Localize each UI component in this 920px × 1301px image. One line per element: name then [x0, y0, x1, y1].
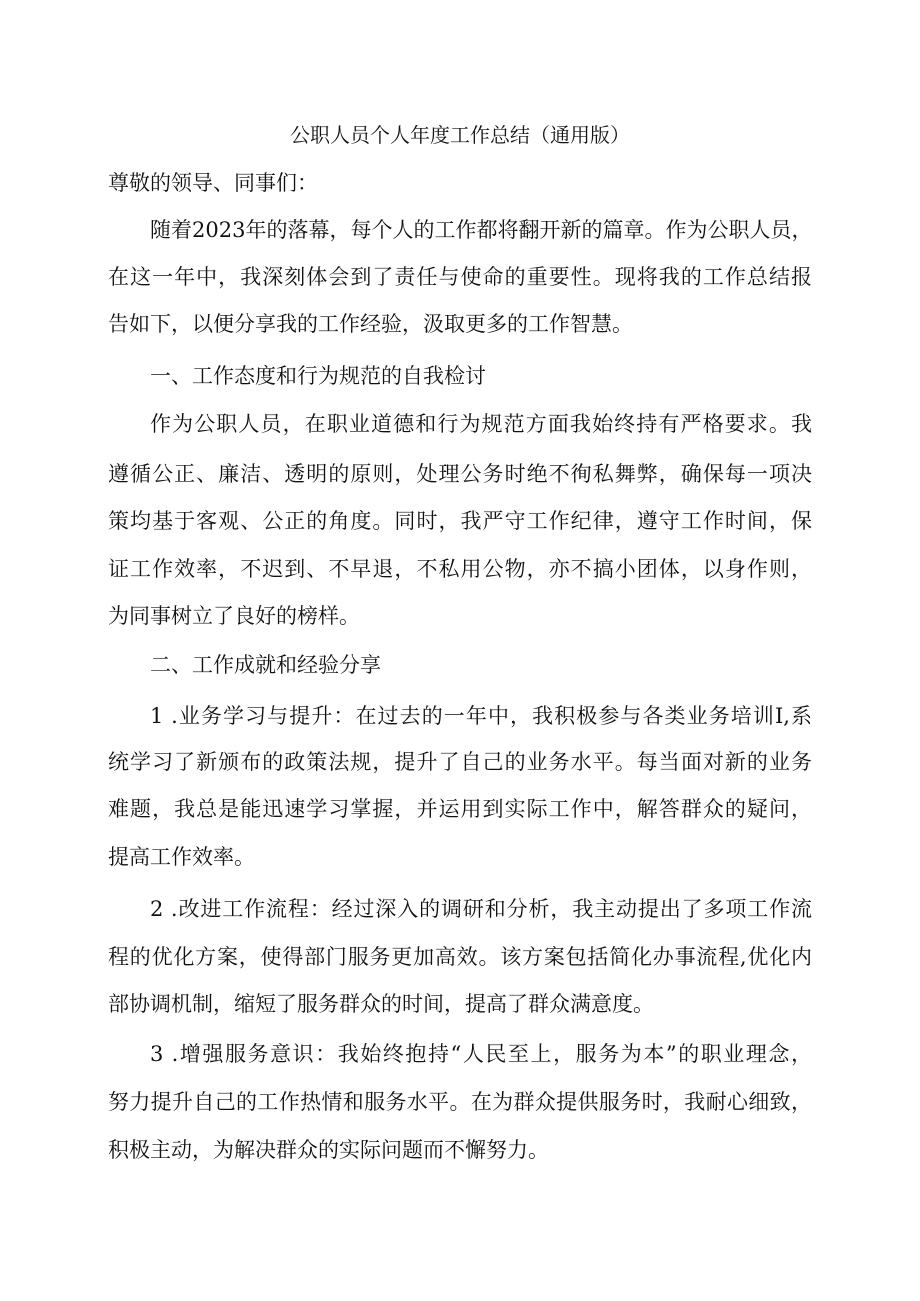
salutation: 尊敬的领导、同事们： — [108, 171, 318, 195]
intro-line: 告如下，以便分享我的工作经验，汲取更多的工作智慧。 — [108, 312, 633, 336]
section-1-line: 策均基于客观、公正的角度。同时，我严守工作纪律，遵守工作时间，保 — [108, 509, 812, 533]
item-3-line: 3 .增强服务意识：我始终抱持“人民至上，服务为本”的职业理念， — [150, 1042, 812, 1066]
section-1-line: 作为公职人员，在职业道德和行为规范方面我始终持有严格要求。我 — [150, 412, 812, 436]
item-1-line: 1 .业务学习与提升：在过去的一年中，我积极参与各类业务培训I,系 — [150, 704, 812, 728]
item-1-line: 难题，我总是能迅速学习掌握，并运用到实际工作中，解答群众的疑问， — [108, 797, 812, 821]
intro-line: 在这一年中，我深刻体会到了责任与使命的重要性。现将我的工作总结报 — [108, 265, 812, 289]
intro-line: 随着2023年的落幕，每个人的工作都将翻开新的篇章。作为公职人员， — [150, 218, 813, 242]
item-1-line: 统学习了新颁布的政策法规，提升了自己的业务水平。每当面对新的业务 — [108, 750, 812, 774]
item-1-line: 提高工作效率。 — [108, 845, 255, 869]
item-3-line: 积极主动，为解决群众的实际问题而不懈努力。 — [108, 1138, 549, 1162]
section-1-line: 为同事树立了良好的榜样。 — [108, 604, 360, 628]
item-2-line: 2 .改进工作流程：经过深入的调研和分析，我主动提出了多项工作流 — [150, 897, 812, 921]
section-1-line: 遵循公正、廉洁、透明的原则，处理公务时绝不徇私舞弊，确保每一项决 — [108, 462, 812, 486]
item-2-line: 程的优化方案，使得部门服务更加高效。该方案包括简化办事流程,优化内 — [108, 945, 812, 969]
document-title: 公职人员个人年度工作总结（通用版） — [290, 123, 630, 147]
section-2-heading: 二、工作成就和经验分享 — [150, 653, 381, 677]
item-2-line: 部协调机制，缩短了服务群众的时间，提高了群众满意度。 — [108, 992, 654, 1016]
section-1-line: 证工作效率，不迟到、不早退，不私用公物，亦不搞小团体，以身作则， — [108, 557, 812, 581]
section-1-heading: 一、工作态度和行为规范的自我检讨 — [150, 364, 486, 388]
item-3-line: 努力提升自己的工作热情和服务水平。在为群众提供服务时，我耐心细致， — [108, 1090, 812, 1114]
